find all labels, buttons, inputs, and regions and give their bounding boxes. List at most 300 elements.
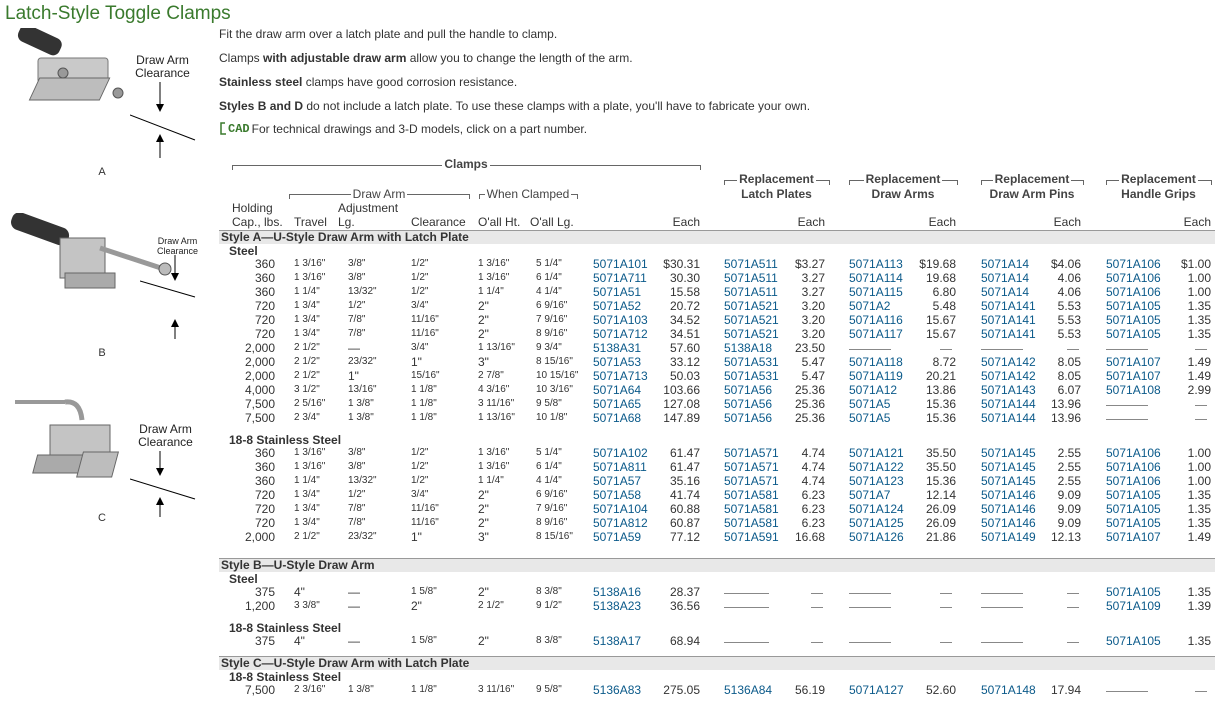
empty-dash <box>940 585 952 594</box>
clamps-header <box>232 157 700 171</box>
part-number[interactable]: 5071A53 <box>593 355 642 369</box>
replacement-header-1-text: Replacement <box>865 172 941 186</box>
travel: 1 3/16" <box>294 461 326 472</box>
latch-plate-part[interactable]: 5071A521 <box>724 313 779 327</box>
empty-dash <box>811 599 823 608</box>
adjustment-length: 23/32" <box>348 531 377 542</box>
empty-dash <box>981 634 1023 643</box>
figure-b-caption: Draw Arm Clearance <box>156 236 199 256</box>
overall-length: 10 3/16" <box>536 384 573 395</box>
table-row <box>219 397 1219 411</box>
table-row <box>219 683 1219 697</box>
empty-dash <box>1067 585 1079 594</box>
replacement-header-3-text: Replacement <box>1121 172 1196 186</box>
draw-arm-part[interactable]: 5071A5 <box>849 411 891 425</box>
overall-length: 8 3/8" <box>536 635 562 646</box>
capacity: 375 <box>254 634 275 648</box>
replacement-header-1-tick-r <box>957 180 958 185</box>
grip-part[interactable]: 5071A106 <box>1106 257 1161 271</box>
grip-part[interactable]: 5071A105 <box>1106 502 1161 516</box>
part-number[interactable]: 5071A51 <box>593 285 642 299</box>
draw-arm-part[interactable]: 5071A118 <box>849 355 903 369</box>
overall-height: 2 7/8" <box>478 370 504 381</box>
overall-length: 4 1/4" <box>536 286 562 297</box>
overall-height: 4 3/16" <box>478 384 510 395</box>
clearance: 1 1/8" <box>411 684 437 695</box>
latch-plate-part[interactable]: 5071A56 <box>724 411 773 425</box>
intro-text <box>219 27 1219 136</box>
part-number[interactable]: 5071A101 <box>593 257 648 271</box>
part-number[interactable]: 5071A103 <box>593 313 648 327</box>
grip-part[interactable]: 5071A105 <box>1106 313 1161 327</box>
pin-part[interactable]: 5071A142 <box>981 369 1036 383</box>
latch-plate-part[interactable]: 5071A521 <box>724 299 779 313</box>
draw-arm-part[interactable]: 5071A119 <box>849 369 903 383</box>
table-row <box>219 634 1219 648</box>
pin-price: 5.53 <box>1057 327 1081 341</box>
travel: 1 3/16" <box>294 258 326 269</box>
draw-arm-part[interactable]: 5071A121 <box>849 446 904 460</box>
grip-part[interactable]: 5071A106 <box>1106 285 1161 299</box>
clearance: 11/16" <box>411 503 439 514</box>
grip-part[interactable]: 5071A107 <box>1106 355 1161 369</box>
table-row <box>219 327 1219 341</box>
adjustment-length: — <box>348 599 360 613</box>
capacity: 720 <box>254 299 275 313</box>
overall-length: 4 1/4" <box>536 475 562 486</box>
latch-plate-price: 4.74 <box>801 474 825 488</box>
latch-plate-price: 3.20 <box>801 299 825 313</box>
travel: 1 3/16" <box>294 272 326 283</box>
grip-part[interactable]: 5071A105 <box>1106 488 1161 502</box>
part-number[interactable]: 5138A23 <box>593 599 642 613</box>
clearance: 2" <box>411 599 422 613</box>
price: 33.12 <box>669 355 700 369</box>
latch-plate-part[interactable]: 5071A581 <box>724 516 779 530</box>
clearance: 1 1/8" <box>411 412 437 423</box>
latch-plate-price: 25.36 <box>794 383 825 397</box>
pin-price: 4.06 <box>1057 271 1081 285</box>
latch-plate-part[interactable]: 5071A571 <box>724 446 779 460</box>
material-header-1-1: 18-8 Stainless Steel <box>229 621 342 635</box>
draw-arm-price: 15.67 <box>925 327 956 341</box>
draw-arm-price: 12.14 <box>925 488 956 502</box>
adjustment-length: 7/8" <box>348 503 366 514</box>
capacity: 720 <box>254 327 275 341</box>
pin-part[interactable]: 5071A145 <box>981 474 1036 488</box>
draw-arm-price: 13.86 <box>925 383 956 397</box>
part-number[interactable]: 5071A57 <box>593 474 642 488</box>
pin-price: 2.55 <box>1057 460 1081 474</box>
pin-part[interactable]: 5071A148 <box>981 683 1036 697</box>
latch-plate-price: 6.23 <box>801 502 825 516</box>
adjustment-length: 13/32" <box>348 475 377 486</box>
grip-price: 1.35 <box>1187 488 1211 502</box>
overall-height: 3 11/16" <box>478 684 515 695</box>
latch-plate-part[interactable]: 5136A84 <box>724 683 773 697</box>
table-row <box>219 383 1219 397</box>
adjustment-length: 1/2" <box>348 489 366 500</box>
pin-part[interactable]: 5071A142 <box>981 355 1036 369</box>
latch-plate-part[interactable]: 5071A581 <box>724 502 779 516</box>
overall-length: 8 15/16" <box>536 356 573 367</box>
empty-dash <box>940 599 952 608</box>
draw-arm-price: 35.50 <box>925 460 956 474</box>
adjustment-length: 1 3/8" <box>348 412 374 423</box>
overall-length: 7 9/16" <box>536 314 568 325</box>
latch-plate-price: 3.20 <box>801 313 825 327</box>
part-number[interactable]: 5071A64 <box>593 383 642 397</box>
clearance: 1" <box>411 355 422 369</box>
table-row <box>219 502 1219 516</box>
part-number[interactable]: 5138A17 <box>593 634 642 648</box>
grip-part[interactable]: 5071A106 <box>1106 460 1161 474</box>
grip-part[interactable]: 5071A105 <box>1106 634 1161 648</box>
price: 68.94 <box>669 634 700 648</box>
adjustment-length: 3/8" <box>348 461 366 472</box>
latch-plate-part[interactable]: 5071A531 <box>724 355 779 369</box>
overall-length: 6 9/16" <box>536 300 568 311</box>
figure-a-caption: Draw Arm Clearance <box>135 53 190 80</box>
pin-price: 4.06 <box>1057 285 1081 299</box>
pin-part[interactable]: 5071A146 <box>981 516 1036 530</box>
travel: 2 3/16" <box>294 684 326 695</box>
empty-dash <box>724 585 769 594</box>
empty-dash <box>724 599 769 608</box>
overall-height: 1 3/16" <box>478 447 510 458</box>
when-clamped-header-tick-r <box>577 194 578 199</box>
capacity: 720 <box>254 488 275 502</box>
price: 30.30 <box>669 271 700 285</box>
empty-dash <box>1195 341 1207 350</box>
material-header-1-0: Steel <box>229 572 258 586</box>
overall-length: 8 9/16" <box>536 328 568 339</box>
price: 36.56 <box>669 599 700 613</box>
capacity: 360 <box>254 271 275 285</box>
empty-dash <box>849 599 891 608</box>
pin-part[interactable]: 5071A146 <box>981 502 1036 516</box>
overall-height: 1 3/16" <box>478 461 510 472</box>
draw-arm-part[interactable]: 5071A125 <box>849 516 904 530</box>
draw-arm-price: 26.09 <box>925 516 956 530</box>
price: 34.51 <box>669 327 700 341</box>
part-number[interactable]: 5071A52 <box>593 299 642 313</box>
draw-arm-part[interactable]: 5071A127 <box>849 683 904 697</box>
adjustment-header: Adjustment <box>338 201 399 215</box>
part-number[interactable]: 5071A58 <box>593 488 642 502</box>
clearance: 3/4" <box>411 300 429 311</box>
each-header-4: Each <box>1183 215 1211 229</box>
latch-plate-price: 25.36 <box>794 411 825 425</box>
empty-dash <box>811 585 823 594</box>
empty-dash <box>849 341 891 350</box>
pin-part[interactable]: 5071A143 <box>981 383 1036 397</box>
draw-arm-part[interactable]: 5071A115 <box>849 285 903 299</box>
replacement-subheader-3: Handle Grips <box>1121 187 1196 201</box>
pin-part[interactable]: 5071A141 <box>981 313 1036 327</box>
replacement-header-3 <box>1106 172 1211 186</box>
adjustment-length: 1" <box>348 369 359 383</box>
overall-length: 9 1/2" <box>536 600 562 611</box>
price: 20.72 <box>669 299 700 313</box>
draw-arm-part[interactable]: 5071A122 <box>849 460 904 474</box>
part-number[interactable]: 5071A711 <box>593 271 647 285</box>
pin-part[interactable]: 5071A14 <box>981 271 1030 285</box>
latch-plate-price: 3.27 <box>801 271 825 285</box>
adjustment-length: 1/2" <box>348 300 366 311</box>
cad-icon: CAD <box>219 122 250 136</box>
adjustment-length: 1 3/8" <box>348 398 374 409</box>
empty-dash <box>1067 634 1079 643</box>
table-row <box>219 585 1219 599</box>
latch-plate-price: 4.74 <box>801 446 825 460</box>
draw-arm-part[interactable]: 5071A124 <box>849 502 904 516</box>
pin-part[interactable]: 5071A14 <box>981 257 1030 271</box>
clamp-a-image <box>8 28 138 128</box>
capacity: 2,000 <box>244 355 275 369</box>
travel: 3 1/2" <box>294 384 320 395</box>
grip-part[interactable]: 5071A105 <box>1106 585 1161 599</box>
replacement-subheader-2: Draw Arm Pins <box>989 187 1075 201</box>
section-header-1: Style B—U-Style Draw Arm <box>219 558 1215 572</box>
latch-plate-part[interactable]: 5071A571 <box>724 460 779 474</box>
overall-length: 8 15/16" <box>536 531 573 542</box>
adjustment-length: 7/8" <box>348 517 366 528</box>
pin-part[interactable]: 5071A141 <box>981 327 1036 341</box>
pin-part[interactable]: 5071A144 <box>981 397 1036 411</box>
grip-price: 1.00 <box>1187 446 1211 460</box>
overall-height: 2" <box>478 585 489 599</box>
draw-arm-part[interactable]: 5071A117 <box>849 327 903 341</box>
when-clamped-header-text: When Clamped <box>486 187 570 201</box>
grip-part[interactable]: 5071A108 <box>1106 383 1161 397</box>
grip-price: 1.35 <box>1187 313 1211 327</box>
grip-part[interactable]: 5071A105 <box>1106 516 1161 530</box>
adjustment-length: 3/8" <box>348 447 366 458</box>
latch-plate-part[interactable]: 5071A511 <box>724 257 778 271</box>
grip-price: $1.00 <box>1180 257 1211 271</box>
adjustment-length: — <box>348 341 360 355</box>
empty-dash <box>1106 341 1148 350</box>
price: 60.88 <box>669 502 700 516</box>
overall-height: 1 13/16" <box>478 412 515 423</box>
grip-price: 1.00 <box>1187 460 1211 474</box>
figure-a-label: A <box>98 166 106 178</box>
latch-plate-price: 23.50 <box>794 341 825 355</box>
price: 60.87 <box>669 516 700 530</box>
latch-plate-part[interactable]: 5071A521 <box>724 327 779 341</box>
grip-part[interactable]: 5071A107 <box>1106 369 1161 383</box>
part-number[interactable]: 5071A59 <box>593 530 642 544</box>
grip-part[interactable]: 5071A107 <box>1106 530 1161 544</box>
table-row <box>219 299 1219 313</box>
overall-length: 6 1/4" <box>536 272 562 283</box>
latch-plate-part[interactable]: 5071A56 <box>724 383 773 397</box>
clearance: 3/4" <box>411 342 429 353</box>
pin-part[interactable]: 5071A145 <box>981 446 1036 460</box>
overall-height: 2 1/2" <box>478 600 504 611</box>
oall-lg-header: O'all Lg. <box>530 215 574 229</box>
clearance: 1 5/8" <box>411 586 437 597</box>
draw-arm-price: 15.36 <box>925 411 956 425</box>
overall-height: 2" <box>478 327 489 341</box>
overall-length: 9 5/8" <box>536 684 562 695</box>
grip-part[interactable]: 5071A106 <box>1106 446 1161 460</box>
overall-height: 3" <box>478 355 489 369</box>
overall-height: 3" <box>478 530 489 544</box>
latch-plate-part[interactable]: 5071A56 <box>724 397 773 411</box>
travel: 4" <box>294 634 305 648</box>
draw-arm-part[interactable]: 5071A126 <box>849 530 904 544</box>
clearance: 11/16" <box>411 328 439 339</box>
pin-part[interactable]: 5071A141 <box>981 299 1036 313</box>
empty-dash <box>1106 683 1148 692</box>
oall-ht-header: O'all Ht. <box>478 215 521 229</box>
travel: 1 3/4" <box>294 517 320 528</box>
draw-arm-part[interactable]: 5071A123 <box>849 474 904 488</box>
grip-part[interactable]: 5071A106 <box>1106 474 1161 488</box>
latch-plate-part[interactable]: 5071A531 <box>724 369 779 383</box>
grip-part[interactable]: 5071A105 <box>1106 299 1161 313</box>
grip-part[interactable]: 5071A109 <box>1106 599 1161 613</box>
grip-price: 1.00 <box>1187 285 1211 299</box>
overall-length: 10 15/16" <box>536 370 579 381</box>
grip-price: 1.49 <box>1187 355 1211 369</box>
pin-part[interactable]: 5071A149 <box>981 530 1036 544</box>
each-header-0: Each <box>672 215 700 229</box>
draw-arm-header-tick-r <box>469 194 470 199</box>
price: 35.16 <box>669 474 700 488</box>
capacity: 360 <box>254 474 275 488</box>
replacement-header-2-text: Replacement <box>994 172 1070 186</box>
replacement-header-2 <box>981 172 1083 186</box>
empty-dash <box>1067 341 1079 350</box>
draw-arm-price: 19.68 <box>925 271 956 285</box>
each-header-2: Each <box>928 215 956 229</box>
clearance: 1/2" <box>411 461 429 472</box>
draw-arm-part[interactable]: 5071A114 <box>849 271 903 285</box>
draw-arm-part[interactable]: 5071A116 <box>849 313 903 327</box>
capacity: 2,000 <box>244 530 275 544</box>
travel: 2 1/2" <box>294 531 320 542</box>
draw-arm-part[interactable]: 5071A2 <box>849 299 891 313</box>
latch-plate-part[interactable]: 5138A18 <box>724 341 773 355</box>
clearance: 3/4" <box>411 489 429 500</box>
table-row <box>219 516 1219 530</box>
latch-plate-price: 5.47 <box>801 369 825 383</box>
travel: 1 3/4" <box>294 503 320 514</box>
table-row <box>219 411 1219 425</box>
latch-plate-price: 25.36 <box>794 397 825 411</box>
capacity: 720 <box>254 502 275 516</box>
latch-plate-price: 56.19 <box>794 683 825 697</box>
capacity: 360 <box>254 446 275 460</box>
part-number[interactable]: 5071A104 <box>593 502 648 516</box>
latch-plate-part[interactable]: 5071A511 <box>724 285 778 299</box>
replacement-header-2-tick-r <box>1083 180 1084 185</box>
draw-arm-part[interactable]: 5071A12 <box>849 383 898 397</box>
draw-arm-price: 35.50 <box>925 446 956 460</box>
part-number[interactable]: 5071A811 <box>593 460 647 474</box>
grip-price: 1.00 <box>1187 474 1211 488</box>
part-number[interactable]: 5071A68 <box>593 411 642 425</box>
clearance: 1/2" <box>411 272 429 283</box>
pin-part[interactable]: 5071A14 <box>981 285 1030 299</box>
overall-height: 3 11/16" <box>478 398 515 409</box>
latch-plate-part[interactable]: 5071A581 <box>724 488 779 502</box>
draw-arm-price: 15.36 <box>925 474 956 488</box>
draw-arm-price: 20.21 <box>925 369 956 383</box>
part-number[interactable]: 5071A102 <box>593 446 648 460</box>
clearance: 1/2" <box>411 286 429 297</box>
empty-dash <box>811 634 823 643</box>
part-number[interactable]: 5136A83 <box>593 683 642 697</box>
capacity: 360 <box>254 257 275 271</box>
draw-arm-part[interactable]: 5071A5 <box>849 397 891 411</box>
intro-line-2: Clamps with adjustable draw arm allow you to change the length of the arm. <box>219 51 633 65</box>
capacity: 360 <box>254 460 275 474</box>
material-header-0-0: Steel <box>229 244 258 258</box>
grip-price: 1.35 <box>1187 502 1211 516</box>
adjustment-length: 3/8" <box>348 258 366 269</box>
clearance-header: Clearance <box>411 215 466 229</box>
latch-plate-part[interactable]: 5071A591 <box>724 530 779 544</box>
pin-part[interactable]: 5071A146 <box>981 488 1036 502</box>
travel: 1 3/4" <box>294 489 320 500</box>
latch-plate-price: 4.74 <box>801 460 825 474</box>
grip-part[interactable]: 5071A105 <box>1106 327 1161 341</box>
pin-price: 8.05 <box>1057 369 1081 383</box>
pin-price: 13.96 <box>1050 397 1081 411</box>
overall-height: 1 3/16" <box>478 258 510 269</box>
grip-part[interactable]: 5071A106 <box>1106 271 1161 285</box>
pin-part[interactable]: 5071A145 <box>981 460 1036 474</box>
part-number[interactable]: 5138A16 <box>593 585 642 599</box>
latch-plate-part[interactable]: 5071A571 <box>724 474 779 488</box>
latch-plate-part[interactable]: 5071A511 <box>724 271 778 285</box>
part-number[interactable]: 5071A713 <box>593 369 648 383</box>
empty-dash <box>940 341 952 350</box>
overall-height: 2" <box>478 502 489 516</box>
capacity: 375 <box>254 585 275 599</box>
draw-arm-part[interactable]: 5071A7 <box>849 488 891 502</box>
price: $30.31 <box>663 257 700 271</box>
figure-b-label: B <box>98 347 106 359</box>
table-row <box>219 271 1219 285</box>
clearance: 1/2" <box>411 475 429 486</box>
empty-dash <box>849 585 891 594</box>
part-number[interactable]: 5071A712 <box>593 327 648 341</box>
part-number[interactable]: 5071A812 <box>593 516 648 530</box>
pin-price: 6.07 <box>1057 383 1081 397</box>
pin-part[interactable]: 5071A144 <box>981 411 1036 425</box>
table-row <box>219 599 1219 613</box>
overall-height: 1 1/4" <box>478 286 504 297</box>
travel: 3 3/8" <box>294 600 320 611</box>
price: 127.08 <box>663 397 700 411</box>
travel: 2 3/4" <box>294 412 320 423</box>
part-number[interactable]: 5071A65 <box>593 397 642 411</box>
table-row <box>219 285 1219 299</box>
capacity: 7,500 <box>244 411 275 425</box>
draw-arm-header <box>289 187 469 201</box>
overall-height: 2" <box>478 634 489 648</box>
part-number[interactable]: 5138A31 <box>593 341 642 355</box>
figure-c-label: C <box>98 512 106 524</box>
overall-length: 6 9/16" <box>536 489 568 500</box>
each-header-3: Each <box>1053 215 1081 229</box>
draw-arm-part[interactable]: 5071A113 <box>849 257 903 271</box>
